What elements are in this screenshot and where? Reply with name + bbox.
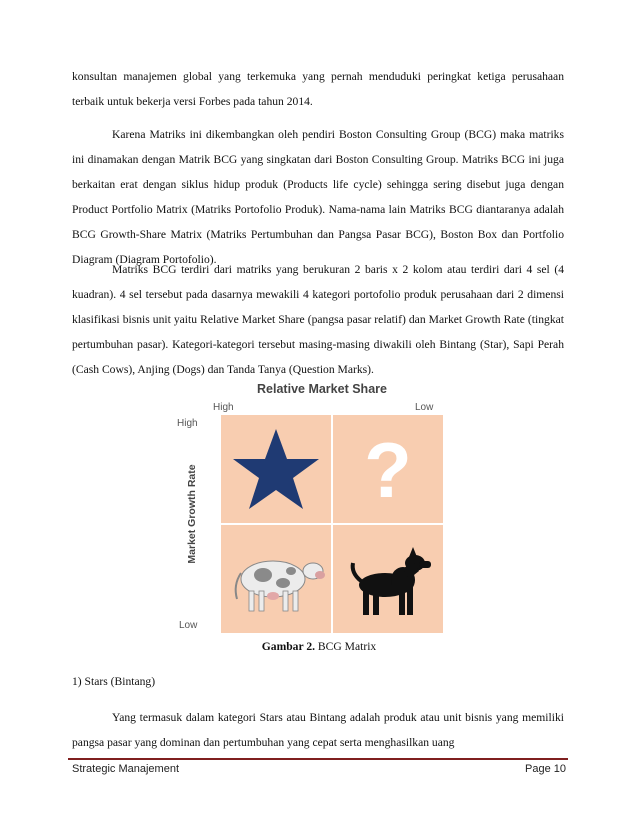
quadrant-stars — [221, 415, 331, 523]
quadrant-dogs — [333, 525, 443, 633]
svg-text:?: ? — [364, 426, 412, 514]
footer-title: Strategic Manajement — [72, 763, 179, 775]
star-icon — [221, 415, 331, 523]
paragraph-2: Karena Matriks ini dikembangkan oleh pendiri Boston Consulting Group (BCG) maka matriks ini dinamakan dengan Matrik BCG yang singkatan dari Boston Consulting Group. Matriks BCG ini juga berkaitan erat dengan siklus hidup produk (Products life cycle) sehingga sering disebut juga dengan Product Portfolio Matrix (Matriks Portofolio Produk). Nama-nama lain Matriks BCG diantaranya adalah BCG Growth-Share Matrix (Matriks Pertumbuhan dan Pangsa Pasar BCG), Boston Box dan Portfolio Diagram (Diagram Portofolio). — [72, 128, 564, 266]
paragraph-3: Matriks BCG terdiri dari matriks yang berukuran 2 baris x 2 kolom atau terdiri dari 4 sel (4 kuadran). 4 sel tersebut pada dasarnya mewakili 4 kategori portofolio produk perusahaan dari 2 dimensi klasifikasi bisnis unit yaitu Relative Market Share (pangsa pasar relatif) dan Market Growth Rate (tingkat pertumbuhan pasar). Kategori-kategori tersebut masing-masing diwakili oleh Bintang (Star), Sapi Perah (Cash Cows), Anjing (Dogs) dan Tanda Tanya (Question Marks). — [72, 263, 564, 376]
quadrant-question-marks — [333, 415, 443, 523]
quadrant-cash-cows — [221, 525, 331, 633]
y-axis-low-label: Low — [179, 620, 198, 631]
caption-label: Gambar 2. — [261, 640, 316, 653]
bcg-matrix-figure — [177, 378, 467, 636]
dog-icon — [333, 525, 443, 633]
y-axis-high-label: High — [177, 418, 198, 429]
footer-divider — [68, 758, 568, 760]
x-axis-low-label: Low — [415, 402, 434, 413]
figure-title: Relative Market Share — [257, 382, 387, 396]
paragraph-1: konsultan manajemen global yang terkemuka yang pernah menduduki peringkat ketiga perusahaan terbaik untuk bekerja versi Forbes pada tahun 2014. — [72, 70, 564, 108]
section-heading: 1) Stars (Bintang) — [72, 675, 156, 688]
question-mark-icon — [333, 415, 443, 523]
paragraph-stars: Yang termasuk dalam kategori Stars atau Bintang adalah produk atau unit bisnis yang memiliki pangsa pasar yang dominan dan pertumbuhan yang cepat serta menghasilkan uang — [72, 711, 564, 749]
caption-text: BCG Matrix — [315, 640, 377, 653]
figure-caption — [0, 640, 638, 653]
cow-icon — [221, 525, 331, 633]
y-axis-title: Market Growth Rate — [186, 464, 198, 564]
x-axis-high-label: High — [213, 402, 234, 413]
page-number: Page 10 — [525, 763, 566, 775]
